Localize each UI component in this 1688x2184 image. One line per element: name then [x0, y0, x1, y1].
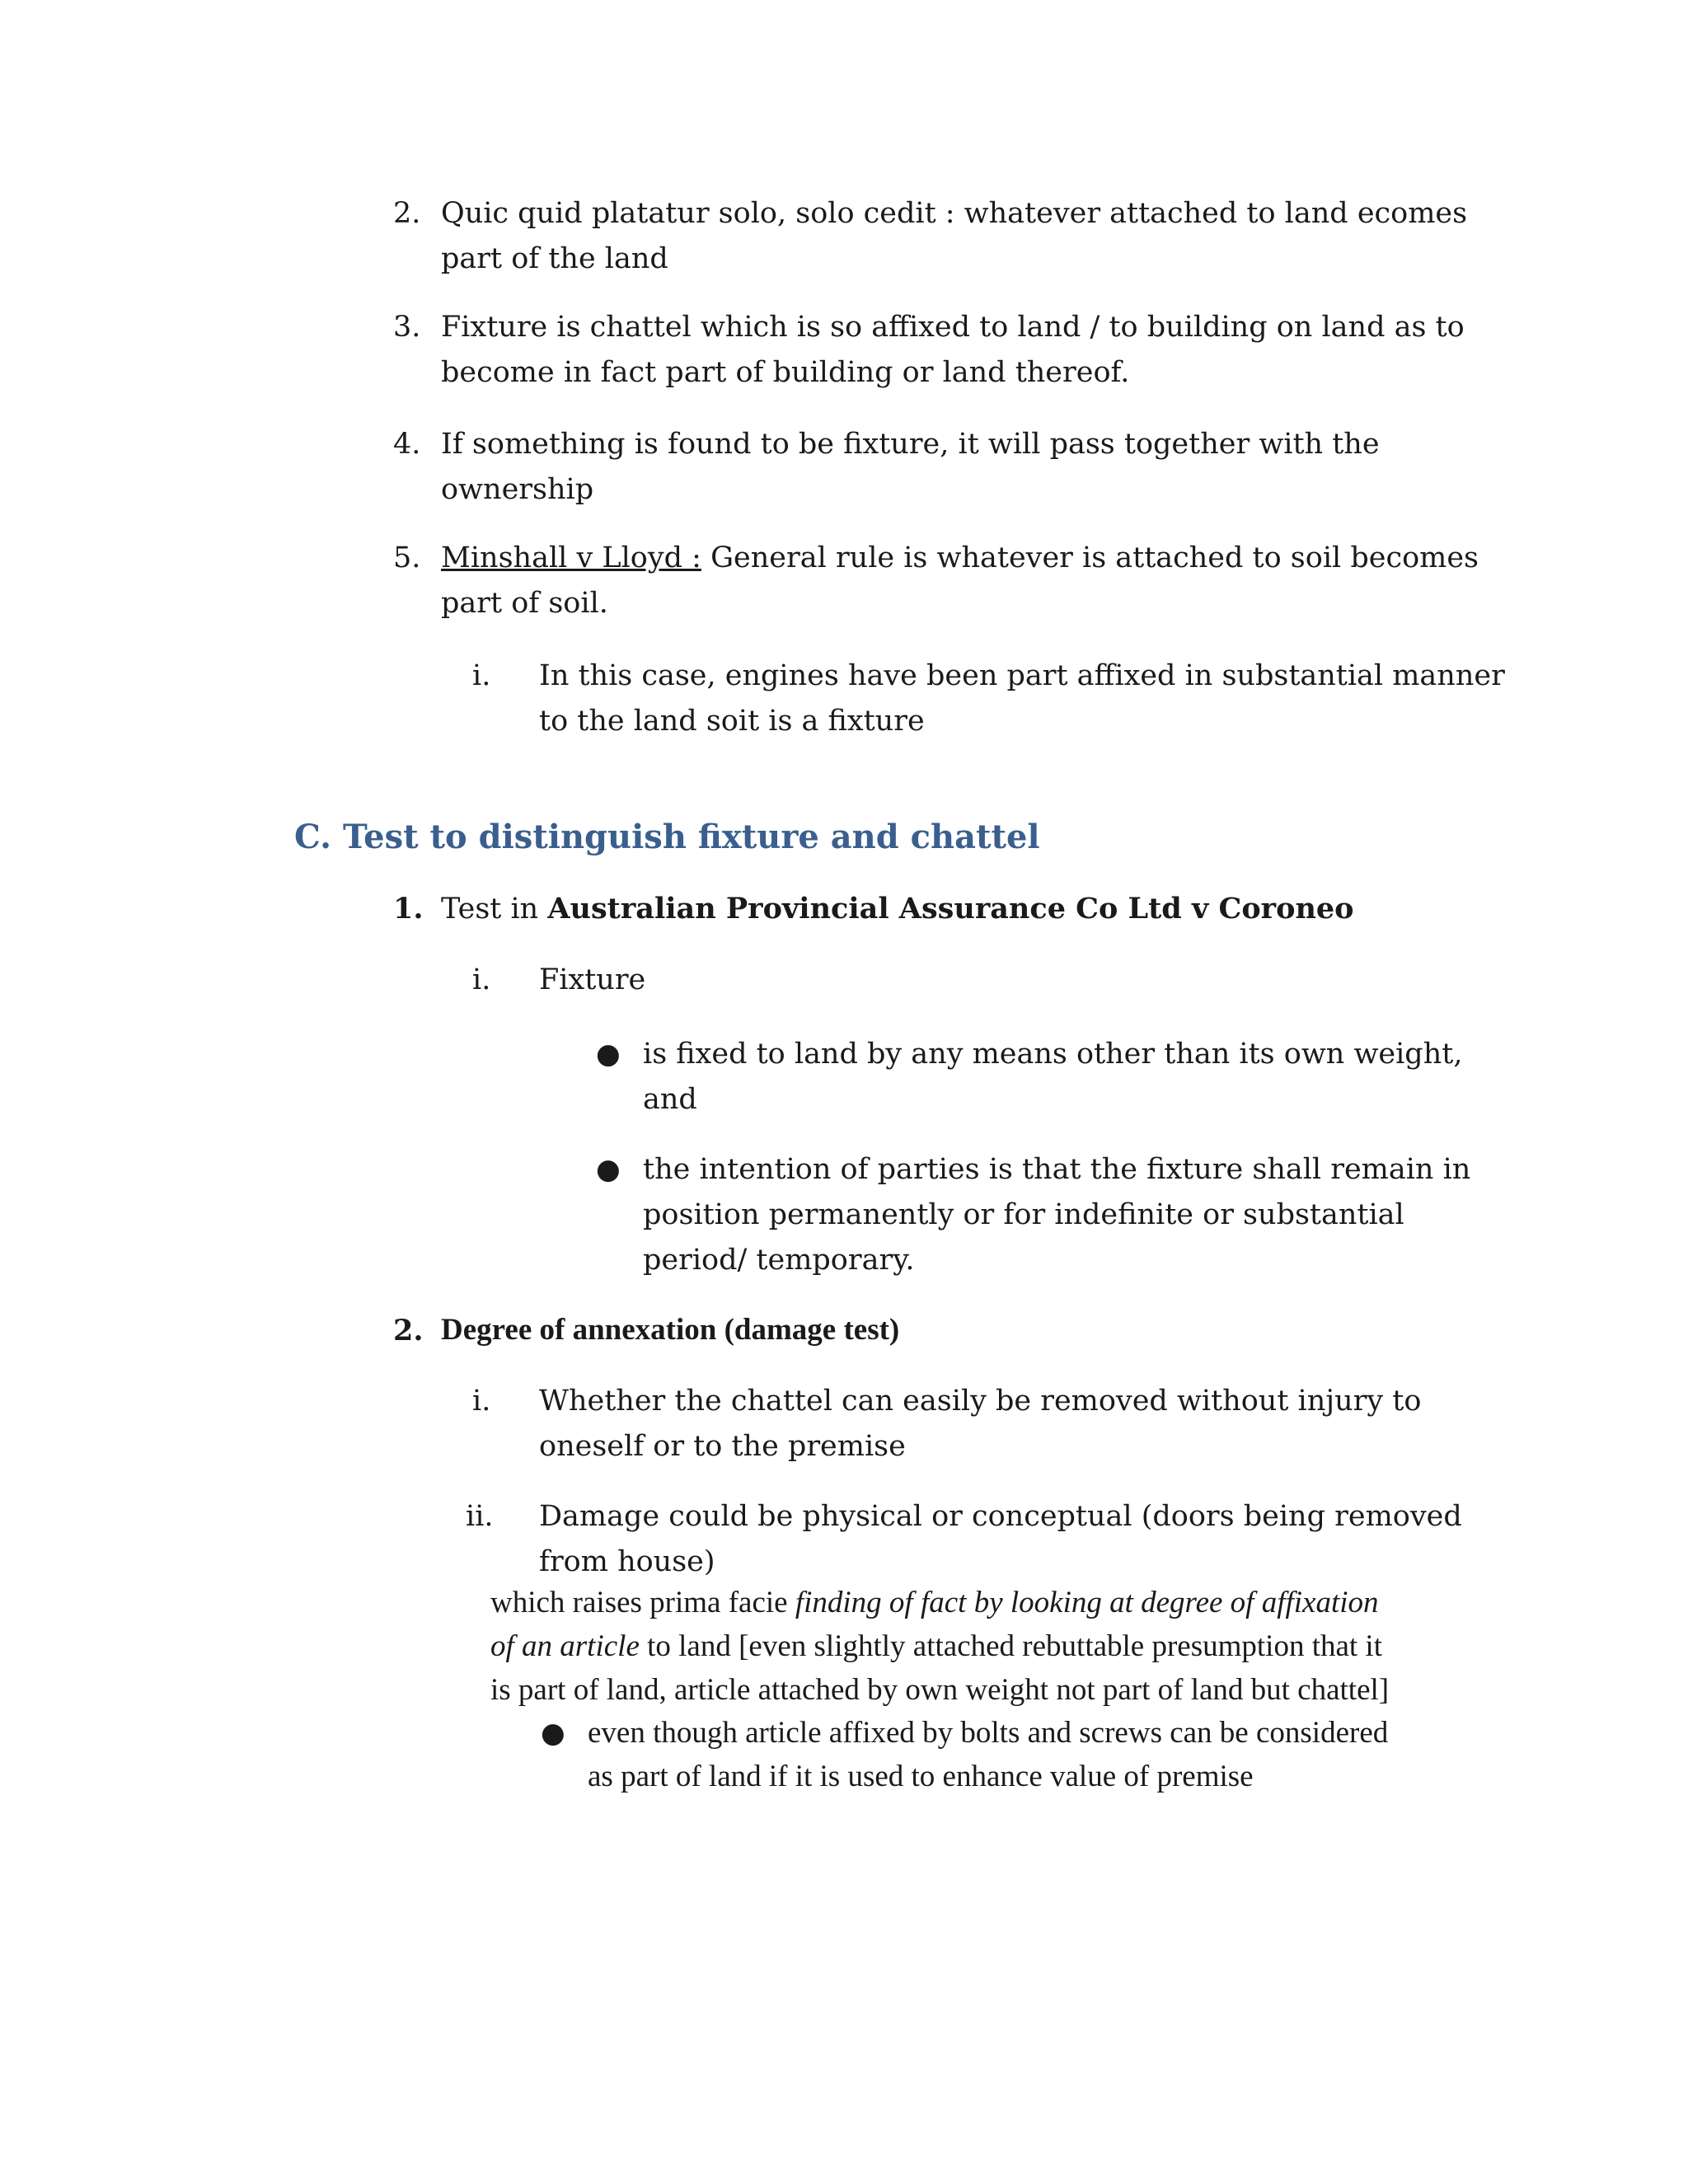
item-text-line: period/ temporary. [643, 1244, 915, 1277]
item-number: 2. [393, 1314, 424, 1347]
item-text-line: is fixed to land by any means other than its own weight, [643, 1038, 1463, 1071]
item-number: 2. [393, 197, 421, 230]
bullet-icon: ● [541, 1717, 565, 1750]
item-text-line: Whether the chattel can easily be removed without injury to [539, 1385, 1422, 1418]
item-text-line: Quic quid platatur solo, solo cedit : whatever attached to land ecomes [441, 197, 1468, 230]
sub-item [539, 654, 1505, 744]
bullet-icon: ● [596, 1038, 621, 1071]
sub-item-number: i. [472, 963, 491, 996]
list-item [441, 191, 1467, 282]
section-heading: C. Test to distinguish fixture and chattel [294, 818, 1040, 856]
list-item [441, 536, 1479, 626]
sub-item-label: Fixture [539, 963, 646, 996]
sub-item-number: ii. [466, 1500, 494, 1533]
item-text-line: In this case, engines have been part affixed in substantial manner [539, 659, 1505, 692]
paragraph-line [490, 1581, 1389, 1624]
list-item [441, 886, 1354, 932]
item-text-line: and [643, 1083, 697, 1116]
item-text-line: to the land soit is a fixture [539, 705, 925, 738]
item-text-line: become in fact part of building or land thereof. [441, 356, 1130, 389]
sub-item-number: i. [472, 1385, 491, 1418]
bullet-item [588, 1711, 1388, 1798]
item-text-line: oneself or to the premise [539, 1430, 906, 1463]
item-number: 3. [393, 311, 421, 344]
italic-text: finding of fact by looking at degree of affixation [795, 1586, 1379, 1619]
item-text-line: part of soil. [441, 587, 608, 620]
item-text-line: Damage could be physical or conceptual (doors being removed [539, 1500, 1462, 1533]
paragraph [490, 1581, 1389, 1712]
item-text-line: from house) [539, 1545, 715, 1578]
paragraph-line [490, 1624, 1389, 1668]
paragraph-line: is part of land, article attached by own weight not part of land but chattel] [490, 1673, 1390, 1707]
item-text-line: part of the land [441, 242, 668, 275]
text-span: to land [even slightly attached rebuttable presumption that it [639, 1629, 1382, 1663]
bullet-item [643, 1147, 1470, 1283]
item-text-line: If something is found to be fixture, it will pass together with the [441, 428, 1380, 461]
case-name: Minshall v Lloyd : [441, 541, 701, 574]
item-text: General rule is whatever is attached to soil becomes [701, 541, 1479, 574]
bullet-icon: ● [596, 1153, 621, 1186]
item-text-line [441, 536, 1479, 581]
item-text: Test in [441, 893, 548, 926]
item-number: 5. [393, 541, 421, 574]
sub-item-number: i. [472, 659, 491, 692]
item-text-line: as part of land if it is used to enhance value of premise [588, 1760, 1254, 1793]
item-text-line: even though article affixed by bolts and screws can be considered [588, 1716, 1389, 1750]
sub-item [539, 1494, 1462, 1585]
italic-text: of an article [490, 1629, 640, 1663]
item-text-line: Fixture is chattel which is so affixed to land / to building on land as to [441, 311, 1465, 344]
item-number: 4. [393, 428, 421, 461]
item-text-line: ownership [441, 473, 594, 506]
item-number: 1. [393, 892, 424, 926]
text-span: which raises prima facie [490, 1586, 795, 1619]
list-item [441, 422, 1380, 513]
list-item-title: Degree of annexation (damage test) [441, 1313, 900, 1347]
item-text-line: position permanently or for indefinite or substantial [643, 1198, 1404, 1231]
sub-item [539, 1379, 1421, 1469]
case-name: Australian Provincial Assurance Co Ltd v Coroneo [547, 892, 1354, 926]
list-item [441, 305, 1465, 396]
item-text-line: the intention of parties is that the fixture shall remain in [643, 1153, 1471, 1186]
bullet-item [643, 1032, 1462, 1122]
